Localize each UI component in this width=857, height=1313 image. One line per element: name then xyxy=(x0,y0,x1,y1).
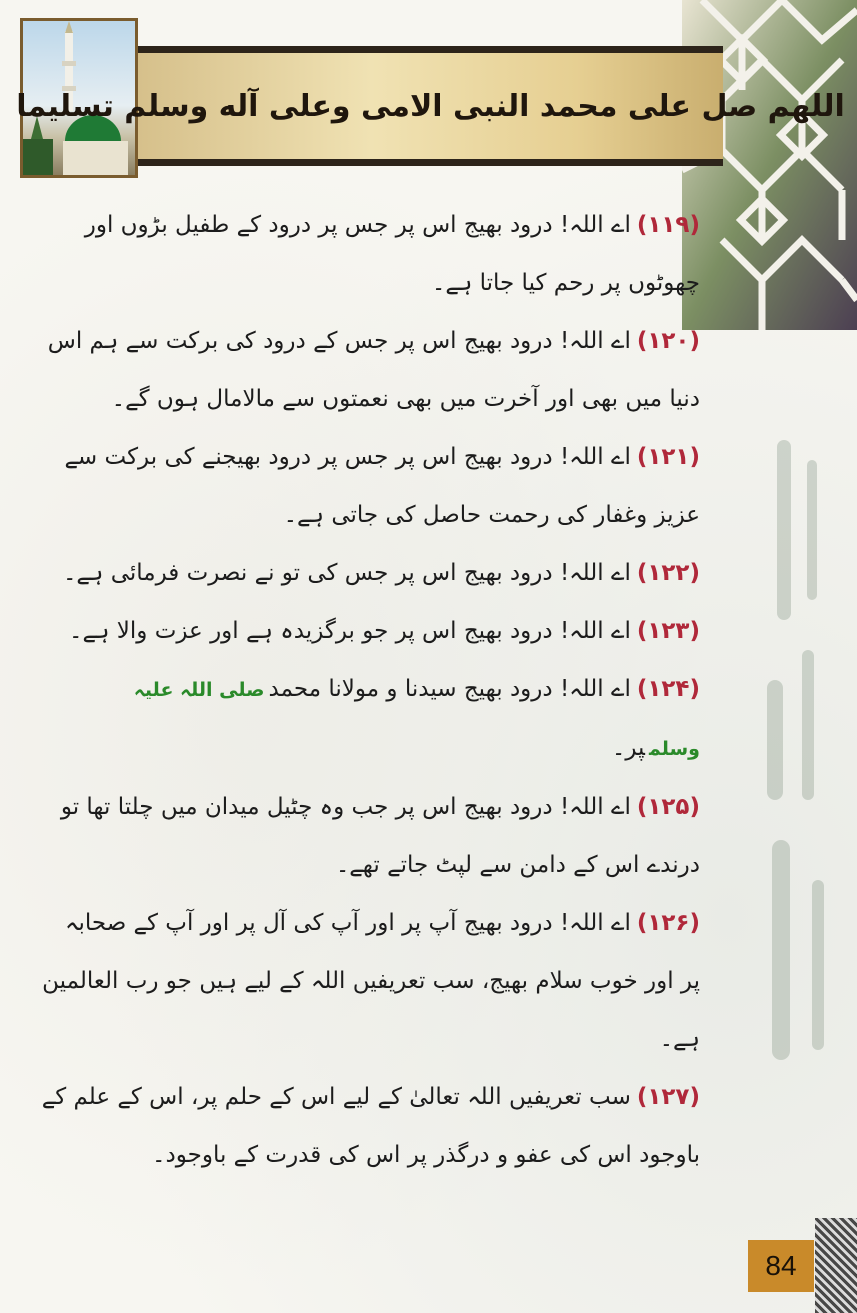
entry-text: اے اللہ! درود بھیج آپ پر اور آپ کی آل پر اور آپ کے صحابہ پر اور خوب سلام بھیج، سب تعریفیں اللہ کے لیے ہیں جو رب العالمین ہے۔ xyxy=(42,910,700,1052)
entry-text: اے اللہ! درود بھیج سیدنا و مولانا محمد xyxy=(268,676,631,702)
entry-text: اے اللہ! درود بھیج اس پر جس پر درود بھیجنے کی برکت سے عزیز وغفار کی رحمت حاصل کی جاتی ہے۔ xyxy=(64,444,700,528)
entry-number: (۱۲۳) xyxy=(636,618,700,644)
list-item xyxy=(40,428,700,544)
entry-number: (۱۲۰) xyxy=(636,328,700,354)
entry-number: (۱۲۲) xyxy=(636,560,700,586)
entry-number: (۱۱۹) xyxy=(636,212,700,238)
list-item xyxy=(40,778,700,894)
page-number: 84 xyxy=(748,1240,814,1292)
entry-text-end: پر۔ xyxy=(611,735,645,761)
banner-calligraphy: اللهم صل علی محمد النبی الامی وعلی آله وسلم تسلیما xyxy=(16,88,845,124)
entry-text: اے اللہ! درود بھیج اس پر جس پر درود کے طفیل بڑوں اور چھوٹوں پر رحم کیا جاتا ہے۔ xyxy=(84,212,700,296)
entry-number: (۱۲۷) xyxy=(636,1084,700,1110)
entry-text: اے اللہ! درود بھیج اس پر جس کی تو نے نصرت فرمائی ہے۔ xyxy=(62,560,631,586)
header xyxy=(16,18,845,183)
calligraphy-watermark xyxy=(737,420,857,1080)
corner-pattern-decoration xyxy=(815,1218,857,1313)
entry-number: (۱۲۱) xyxy=(636,444,700,470)
entry-number: (۱۲۶) xyxy=(636,910,700,936)
entry-text: اے اللہ! درود بھیج اس پر جس کے درود کی برکت سے ہم اس دنیا میں بھی اور آخرت میں بھی نعمتوں سے مالامال ہوں گے۔ xyxy=(47,328,700,412)
entry-text: اے اللہ! درود بھیج اس پر جو برگزیدہ ہے اور عزت والا ہے۔ xyxy=(69,618,631,644)
list-item xyxy=(40,196,700,312)
list-item xyxy=(40,602,700,660)
list-item xyxy=(40,312,700,428)
list-item xyxy=(40,1068,700,1184)
salutation-mark: صلی اللہ علیہ وسلم xyxy=(133,679,700,760)
list-item xyxy=(40,660,700,778)
entry-number: (۱۲۴) xyxy=(636,676,700,702)
entry-number: (۱۲۵) xyxy=(636,794,700,820)
list-item xyxy=(40,894,700,1068)
durood-banner xyxy=(16,46,845,166)
durood-list xyxy=(40,196,700,1184)
entry-text: اے اللہ! درود بھیج اس پر جب وہ چٹیل میدان میں چلتا تھا تو درندے اس کے دامن سے لپٹ جاتے تھے۔ xyxy=(60,794,700,878)
list-item xyxy=(40,544,700,602)
entry-text: سب تعریفیں اللہ تعالیٰ کے لیے اس کے حلم پر، اس کے علم کے باوجود اس کی عفو و درگذر پر اس کی قدرت کے باوجود۔ xyxy=(41,1084,700,1168)
